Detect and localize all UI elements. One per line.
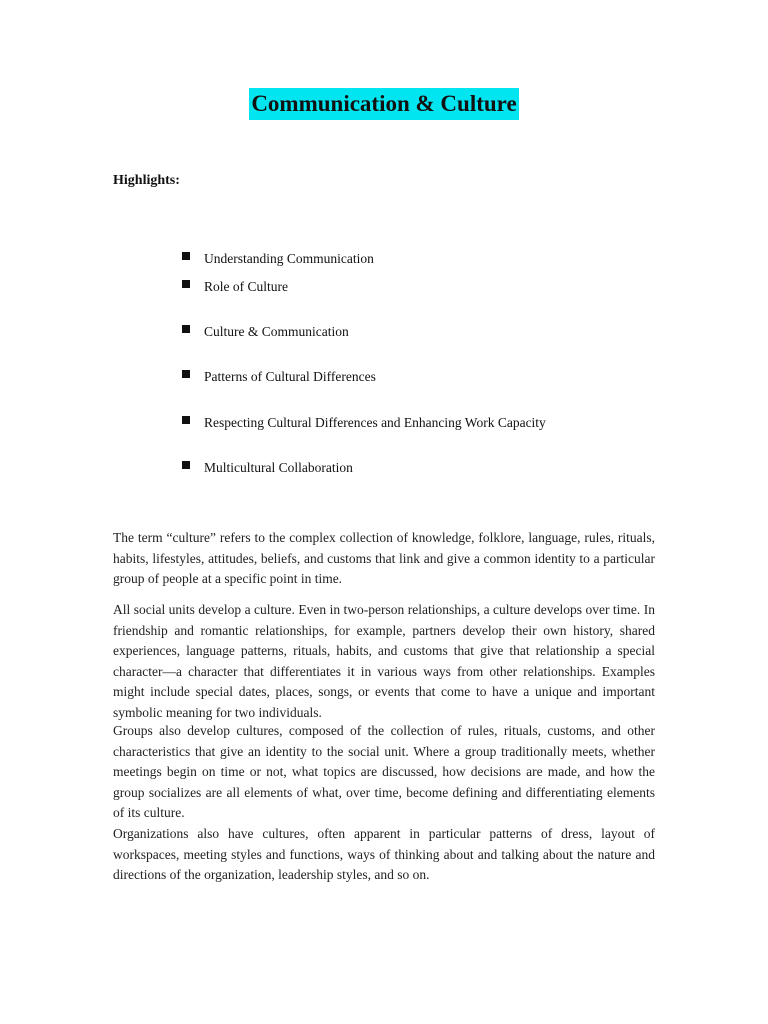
- highlight-item-role-of-culture: [182, 278, 288, 296]
- highlight-item-multicultural: [182, 459, 353, 477]
- paragraph-culture-definition: The term “culture” refers to the complex collection of knowledge, folklore, language, rules, rituals, habits, lifestyles, attitudes, beliefs, and customs that link and give a common identity to a particular group of people at a specific point in time.: [113, 530, 655, 587]
- highlight-item-respecting-differences: [182, 414, 546, 432]
- square-bullet-icon: [182, 280, 190, 288]
- paragraph-organizations: Organizations also have cultures, often apparent in particular patterns of dress, layout of workspaces, meeting styles and functions, ways of thinking about and talking about the nature and directions of the organization, leadership styles, and so on.: [113, 826, 655, 883]
- highlight-item-label: Role of Culture: [204, 279, 288, 294]
- highlight-item-label: Multicultural Collaboration: [204, 460, 353, 475]
- highlight-item-label: Understanding Communication: [204, 251, 374, 266]
- highlight-item-label: Patterns of Cultural Differences: [204, 369, 376, 384]
- highlight-item-culture-communication: [182, 323, 349, 341]
- highlights-label: Highlights:: [113, 173, 180, 188]
- square-bullet-icon: [182, 325, 190, 333]
- highlight-item-understanding-communication: [182, 250, 374, 268]
- square-bullet-icon: [182, 461, 190, 469]
- document-title: Communication & Culture: [249, 88, 518, 120]
- square-bullet-icon: [182, 416, 190, 424]
- paragraph-social-units: All social units develop a culture. Even in two-person relationships, a culture develops over time. In friendship and romantic relationships, for example, partners develop their own history, shared experiences, language patterns, rituals, habits, and customs that give that relationship a special character—a character that differentiates it in various ways from other relationships. Examples might include special dates, places, songs, or events that come to have a unique and important symbolic meaning for two individuals.: [113, 602, 655, 720]
- highlight-item-patterns: [182, 368, 376, 386]
- highlight-item-label: Culture & Communication: [204, 324, 349, 339]
- square-bullet-icon: [182, 370, 190, 378]
- paragraph-groups: Groups also develop cultures, composed of the collection of rules, rituals, customs, and other characteristics that give an identity to the social unit. Where a group traditionally meets, whether meetings begin on time or not, what topics are discussed, how decisions are made, and how the group socializes are all elements of what, over time, become defining and differentiating elements of its culture.: [113, 723, 655, 821]
- square-bullet-icon: [182, 252, 190, 260]
- title-container: [0, 88, 768, 120]
- highlight-item-label: Respecting Cultural Differences and Enhancing Work Capacity: [204, 415, 546, 430]
